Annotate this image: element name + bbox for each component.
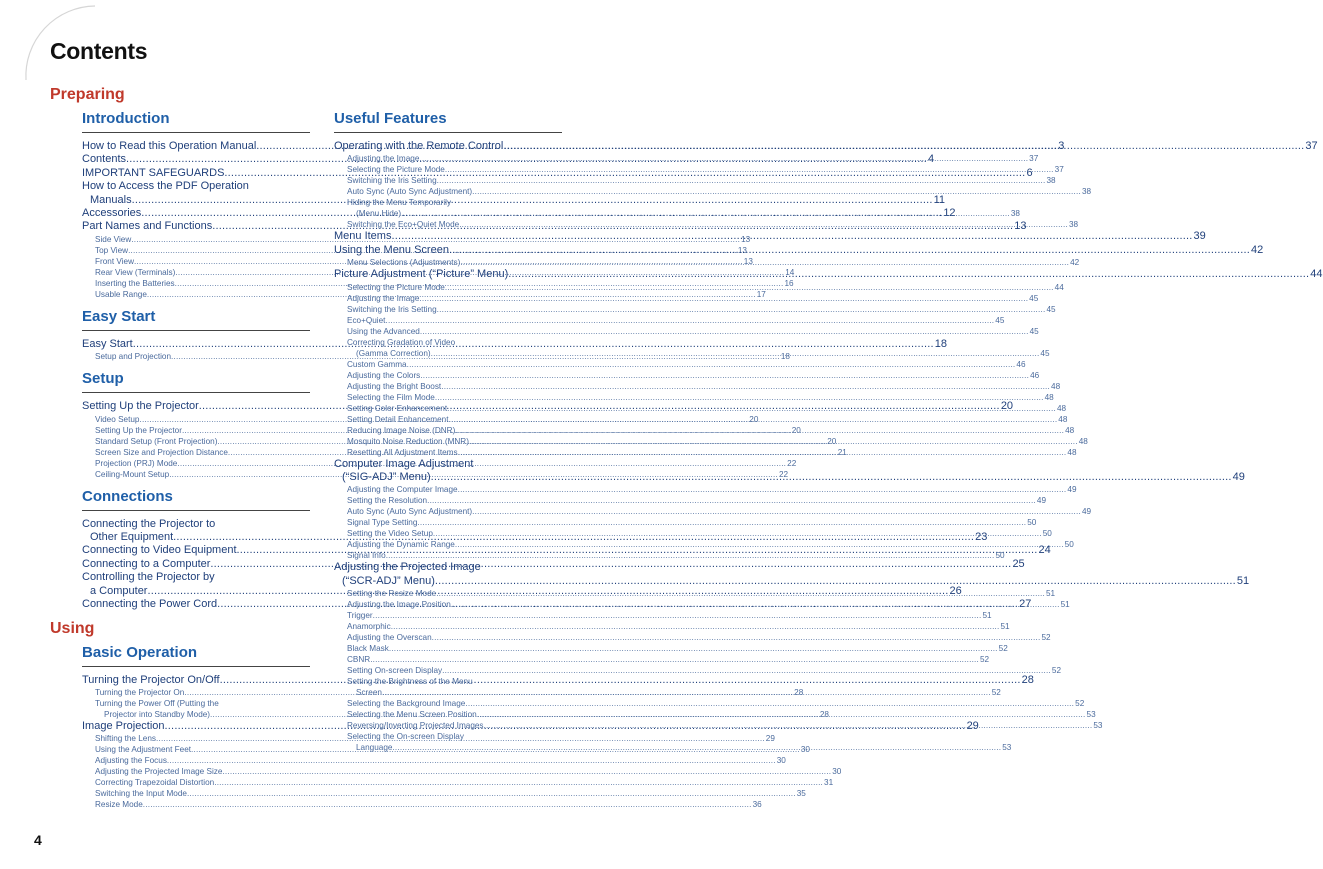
toc-entry-text: Video Setup xyxy=(95,414,140,424)
dot-leader xyxy=(386,550,995,561)
dot-leader xyxy=(477,709,1086,720)
toc-entry-text: a Computer xyxy=(90,584,148,597)
toc-page-number: 30 xyxy=(832,767,842,777)
toc-entry-text: Ceiling-Mount Setup xyxy=(95,469,170,479)
part-heading-preparing: Preparing xyxy=(50,86,125,103)
dot-leader xyxy=(420,370,1029,381)
toc-page-number: 25 xyxy=(1012,557,1025,570)
toc-page-number: 49 xyxy=(1232,471,1245,484)
dot-leader xyxy=(417,517,1026,528)
toc-entry-text: Side View xyxy=(95,234,132,244)
toc-entry-text: Anamorphic xyxy=(347,622,391,632)
toc-subentry[interactable] xyxy=(334,643,1008,654)
section-title-introduction: Introduction xyxy=(82,110,310,133)
toc-page-number: 45 xyxy=(1046,304,1056,314)
toc-entry-text: Mosquito Noise Reduction (MNR) xyxy=(347,436,469,446)
section-title-useful-features: Useful Features xyxy=(334,110,562,133)
toc-page-number: 38 xyxy=(1081,187,1092,197)
dot-leader xyxy=(187,788,796,799)
dot-leader xyxy=(508,268,1309,281)
dot-leader xyxy=(385,315,994,326)
toc-subentry[interactable] xyxy=(334,186,1092,197)
toc-entry-text: Adjusting the Dynamic Range xyxy=(347,540,455,550)
dot-leader xyxy=(427,495,1036,506)
toc-entry-text: Screen Size and Projection Distance xyxy=(95,447,228,457)
toc-subentry[interactable] xyxy=(334,506,1092,517)
toc-page-number: 42 xyxy=(1250,243,1264,256)
toc-entry-text: Language xyxy=(356,743,393,753)
dot-leader xyxy=(401,208,1010,219)
toc-subentry[interactable] xyxy=(82,777,834,788)
dot-leader xyxy=(431,471,1232,484)
toc-page-number: 45 xyxy=(1029,326,1039,336)
toc-page-number: 46 xyxy=(1030,370,1040,380)
dot-leader xyxy=(458,447,1067,458)
toc-entry-text: (Menu Hide) xyxy=(356,209,402,219)
section-title-setup: Setup xyxy=(82,370,310,393)
toc-entry-text: (“SIG-ADJ” Menu) xyxy=(342,471,431,484)
toc-subentry[interactable] xyxy=(334,326,1039,337)
toc-subentry[interactable] xyxy=(334,392,1054,403)
toc-subentry[interactable] xyxy=(334,632,1051,643)
toc-page-number: 29 xyxy=(966,719,979,732)
toc-page-number: 6 xyxy=(1026,166,1033,179)
dot-leader xyxy=(469,436,1078,447)
toc-subentry[interactable] xyxy=(334,665,1062,676)
toc-subentry[interactable] xyxy=(334,654,990,665)
toc-entry-text: Adjusting the Image xyxy=(347,293,420,303)
toc-page-number: 45 xyxy=(1029,293,1039,303)
toc-entry-text: Switching the Iris Setting xyxy=(347,176,437,186)
toc-subentry[interactable] xyxy=(334,175,1056,186)
toc-subentry[interactable] xyxy=(82,799,762,810)
toc-page-number: 52 xyxy=(998,644,1008,654)
toc-entry-text: Reducing Image Noise (DNR) xyxy=(347,425,456,435)
dot-leader xyxy=(472,506,1081,517)
toc-page-number: 22 xyxy=(787,458,797,468)
dot-leader xyxy=(370,654,979,665)
toc-entry-text: IMPORTANT SAFEGUARDS xyxy=(82,166,225,179)
page-number: 4 xyxy=(34,832,42,848)
toc-entry-text: Turning the Projector On xyxy=(95,687,185,697)
toc-entry-text: (Gamma Correction) xyxy=(356,348,431,358)
toc-page-number: 51 xyxy=(1236,574,1250,587)
toc-page-number: 24 xyxy=(1038,544,1051,557)
toc-page-number: 11 xyxy=(933,193,946,206)
toc-entry-text: Image Projection xyxy=(82,719,165,732)
toc-entry-text: Selecting the Menu Screen Position xyxy=(347,710,477,720)
dot-leader xyxy=(392,742,1001,753)
toc-entry-text[interactable]: Correcting Gradation of Video xyxy=(347,337,456,347)
toc-entry-text: Selecting the Background Image xyxy=(347,699,466,709)
toc-entry-text[interactable]: Connecting the Projector to xyxy=(82,517,216,530)
toc-subentry[interactable] xyxy=(334,550,1005,561)
toc-entry-text: Adjusting the Image Position xyxy=(347,600,451,610)
toc-entry-text: Setting Detail Enhancement xyxy=(347,414,449,424)
toc-page-number: 44 xyxy=(1054,282,1064,292)
toc-page-number: 14 xyxy=(785,267,795,277)
toc-subentry[interactable] xyxy=(334,484,1077,495)
toc-entry-text: Menu Items xyxy=(334,230,392,243)
toc-entry-text: Adjusting the Projected Image Size xyxy=(95,767,223,777)
toc-page-number: 51 xyxy=(1046,589,1056,599)
dot-leader xyxy=(389,643,998,654)
part-heading-using: Using xyxy=(50,620,95,637)
toc-entry-text: Auto Sync (Auto Sync Adjustment) xyxy=(347,187,473,197)
toc-page-number: 13 xyxy=(743,256,753,266)
dot-leader xyxy=(445,164,1054,175)
toc-page-number: 52 xyxy=(1051,666,1062,676)
dot-leader xyxy=(503,140,1304,153)
toc-page-number: 28 xyxy=(1021,673,1034,686)
dot-leader xyxy=(391,621,1000,632)
toc-subentry[interactable] xyxy=(82,766,842,777)
toc-entry-text: How to Read this Operation Manual xyxy=(82,140,257,152)
toc-entry-text: Selecting the Film Mode xyxy=(347,392,435,402)
toc-entry-text: Resize Mode xyxy=(95,800,143,810)
dot-leader xyxy=(445,282,1054,293)
toc-subentry[interactable] xyxy=(334,621,1010,632)
toc-entry-text: Using the Advanced xyxy=(347,326,420,336)
toc-page-number: 52 xyxy=(991,688,1001,698)
dot-leader xyxy=(432,632,1041,643)
toc-entry-text: Connecting to a Computer xyxy=(82,557,211,570)
toc-page-number: 29 xyxy=(765,734,775,744)
toc-page-number: 37 xyxy=(1305,140,1318,152)
toc-entry-text: Contents xyxy=(82,153,127,166)
toc-subentry[interactable] xyxy=(334,359,1026,370)
dot-leader xyxy=(458,484,1067,495)
toc-entry-text: Adjusting the Computer Image xyxy=(347,485,458,495)
toc-entry-text: Rear View (Terminals) xyxy=(95,267,176,277)
dot-leader xyxy=(420,326,1029,337)
toc-page-number: 48 xyxy=(1067,447,1077,457)
toc-page-number: 28 xyxy=(819,709,829,719)
page-title: Contents xyxy=(50,38,148,64)
toc-page-number: 50 xyxy=(1042,529,1052,539)
toc-page-number: 3 xyxy=(1058,140,1065,152)
toc-entry-text: Adjusting the Colors xyxy=(347,370,421,380)
toc-page-number: 48 xyxy=(1044,392,1054,402)
dot-leader xyxy=(167,755,776,766)
toc-page-number: 17 xyxy=(756,289,766,299)
toc-entry-text: Eco+Quiet xyxy=(347,315,386,325)
toc-page-number: 52 xyxy=(1075,699,1085,709)
toc-entry-text: Adjusting the Overscan xyxy=(347,633,432,643)
dot-leader xyxy=(451,599,1060,610)
dot-leader xyxy=(441,381,1050,392)
toc-subentry[interactable] xyxy=(334,315,1005,326)
part-spacer xyxy=(82,612,310,636)
toc-page-number: 30 xyxy=(776,756,786,766)
toc-entry[interactable] xyxy=(334,574,1250,588)
toc-entry-text: Selecting the Picture Mode xyxy=(347,165,445,175)
toc-entry-text: Adjusting the Image xyxy=(347,154,420,164)
toc-page-number: 51 xyxy=(1000,622,1010,632)
toc-entry-text: Shifting the Lens xyxy=(95,734,156,744)
toc-entry-text: Easy Start xyxy=(82,337,133,350)
toc-entry-text: Switching the Input Mode xyxy=(95,789,187,799)
dot-leader xyxy=(373,610,982,621)
toc-page-number: 37 xyxy=(1054,165,1064,175)
toc-entry-text: Projection (PRJ) Mode xyxy=(95,458,178,468)
toc-page-number: 48 xyxy=(1051,381,1061,391)
toc-entry-text[interactable]: Setting the Brightness of the Menu xyxy=(347,677,473,687)
dot-leader xyxy=(460,257,1069,268)
toc-entry-text[interactable]: How to Access the PDF Operation xyxy=(82,180,249,193)
toc-entry-text: Switching the Eco+Quiet Mode xyxy=(347,220,460,230)
toc-page-number: 48 xyxy=(1056,403,1067,413)
toc-page-number: 38 xyxy=(1068,220,1079,230)
toc-page-number: 13 xyxy=(737,245,747,255)
toc-subentry[interactable] xyxy=(334,153,1039,164)
dot-leader xyxy=(449,414,1058,425)
dot-leader xyxy=(214,777,823,788)
toc-entry-text: Setting Up the Projector xyxy=(82,400,199,413)
toc-page-number: 20 xyxy=(749,414,759,424)
toc-entry-text: Connecting to Video Equipment xyxy=(82,544,237,557)
toc-entry-text: Part Names and Functions xyxy=(82,220,213,233)
toc-page-number: 20 xyxy=(791,425,801,435)
toc-subentry[interactable] xyxy=(334,381,1061,392)
toc-subentry[interactable] xyxy=(82,755,786,766)
toc-page-number: 49 xyxy=(1067,485,1077,495)
toc-page-number: 20 xyxy=(827,436,837,446)
dot-leader xyxy=(419,293,1028,304)
dot-leader xyxy=(455,425,1064,436)
toc-page-number: 22 xyxy=(778,469,789,479)
toc-entry-text: Inserting the Batteries xyxy=(95,278,175,288)
toc-page-number: 49 xyxy=(1036,496,1047,506)
toc-subentry[interactable] xyxy=(334,495,1047,506)
section-title-easy-start: Easy Start xyxy=(82,308,310,331)
toc-entry-text: Correcting Trapezoidal Distortion xyxy=(95,778,215,788)
toc-entry-text: Setting the Resolution xyxy=(347,496,428,506)
toc-entry-text: Adjusting the Bright Boost xyxy=(347,381,442,391)
toc-entry-text: (“SCR-ADJ” Menu) xyxy=(342,574,435,587)
toc-page-number: 38 xyxy=(1046,176,1056,186)
toc-entry-text: CBNR xyxy=(347,655,371,665)
toc-entry-text: Top View xyxy=(95,245,129,255)
dot-leader xyxy=(459,219,1068,230)
toc-page-number: 45 xyxy=(995,315,1005,325)
toc-page-number: 50 xyxy=(1064,540,1074,550)
dot-leader xyxy=(431,348,1040,359)
toc-page-number: 53 xyxy=(1093,721,1103,731)
toc-page-number: 42 xyxy=(1070,258,1080,268)
toc-entry-text[interactable]: Computer Image Adjustment xyxy=(334,457,474,470)
toc-entry-text: Black Mask xyxy=(347,644,389,654)
toc-page-number: 37 xyxy=(1029,154,1039,164)
dot-leader xyxy=(465,698,1074,709)
toc-page-number: 53 xyxy=(1002,743,1012,753)
toc-entry-text: Adjusting the Focus xyxy=(95,756,167,766)
dot-leader xyxy=(419,153,1028,164)
dot-leader xyxy=(437,175,1046,186)
toc-subentry[interactable] xyxy=(334,539,1074,550)
toc-page-number: 51 xyxy=(982,611,992,621)
toc-page-number: 16 xyxy=(784,278,794,288)
toc-entry-text: Custom Gamma xyxy=(347,359,407,369)
dot-leader xyxy=(472,186,1081,197)
toc-page-number: 21 xyxy=(837,447,847,457)
toc-page-number: 44 xyxy=(1310,268,1323,281)
toc-page-number: 46 xyxy=(1016,359,1026,369)
toc-entry-text: Turning the Projector On/Off xyxy=(82,673,220,686)
dot-leader xyxy=(484,720,1093,731)
toc-entry-text: Switching the Iris Setting xyxy=(347,304,437,314)
toc-entry-text: Reversing/Inverting Projected Images xyxy=(347,721,484,731)
toc-page-number: 4 xyxy=(928,153,935,166)
toc-page-number: 38 xyxy=(1010,209,1020,219)
dot-leader xyxy=(435,392,1044,403)
toc-entry-text: Usable Range xyxy=(95,289,147,299)
toc-subentry[interactable] xyxy=(334,610,992,621)
toc-subentry[interactable] xyxy=(334,370,1040,381)
toc-entry-text: Standard Setup (Front Projection) xyxy=(95,436,218,446)
toc-entry-text: Screen xyxy=(356,688,382,698)
dot-leader xyxy=(436,588,1045,599)
toc-entry-text: Menu Selections (Adjustments) xyxy=(347,258,461,268)
dot-leader xyxy=(391,230,1192,243)
toc-entry-text: Selecting the Picture Mode xyxy=(347,282,445,292)
toc-page-number: 13 xyxy=(741,234,751,244)
toc-subentry[interactable] xyxy=(82,788,806,799)
toc-page-number: 50 xyxy=(995,551,1005,561)
toc-page-number: 48 xyxy=(1078,436,1088,446)
toc-entry-text[interactable]: Selecting the On-screen Display xyxy=(347,732,464,742)
toc-entry-text: Connecting the Power Cord xyxy=(82,598,218,611)
toc-subentry[interactable] xyxy=(334,304,1056,315)
dot-leader xyxy=(143,799,752,810)
toc-page-number: 52 xyxy=(1041,633,1051,643)
dot-leader xyxy=(442,665,1051,676)
dot-leader xyxy=(407,359,1016,370)
toc-page-number: 45 xyxy=(1040,348,1050,358)
toc-entry-text: Manuals xyxy=(90,193,132,206)
toc-entry-text: Operating with the Remote Control xyxy=(334,140,504,152)
toc-page-number: 53 xyxy=(1086,710,1096,720)
toc-page-number: 51 xyxy=(1060,600,1070,610)
toc-entry-text: Signal Type Setting xyxy=(347,518,418,528)
dot-leader xyxy=(433,528,1042,539)
section-title-connections: Connections xyxy=(82,488,310,511)
toc-entry-text: Setting Up the Projector xyxy=(95,425,182,435)
toc-entry[interactable] xyxy=(334,140,1318,153)
dot-leader xyxy=(382,687,991,698)
toc-entry-text: Front View xyxy=(95,256,134,266)
toc-entry-text: Other Equipment xyxy=(90,531,174,544)
toc-page-number: 39 xyxy=(1193,230,1206,243)
toc-entry-text[interactable]: Hiding the Menu Temporarily xyxy=(347,198,452,208)
toc-entry-text[interactable]: Turning the Power Off (Putting the xyxy=(95,698,219,708)
toc-page-number: 27 xyxy=(1019,598,1032,611)
toc-page-number: 20 xyxy=(1000,400,1014,413)
dot-leader xyxy=(447,403,1056,414)
toc-entry-text: Setting the Video Setup xyxy=(347,529,433,539)
toc-page-number: 12 xyxy=(943,207,956,220)
toc-page-number: 30 xyxy=(800,745,810,755)
toc-page-number: 35 xyxy=(796,789,806,799)
toc-entry-text: Accessories xyxy=(82,207,142,220)
toc-page-number: 48 xyxy=(1065,425,1075,435)
toc-page-number: 13 xyxy=(1014,220,1027,233)
toc-subentry[interactable] xyxy=(334,517,1037,528)
toc-entry-text[interactable]: Adjusting the Projected Image xyxy=(334,561,481,574)
toc-entry-text: Using the Adjustment Feet xyxy=(95,745,192,755)
dot-leader xyxy=(449,244,1250,257)
toc-page-number: 18 xyxy=(780,352,790,362)
toc-page-number: 31 xyxy=(824,778,834,788)
toc-page-number: 50 xyxy=(1027,518,1037,528)
toc-entry-text: Signal Info xyxy=(347,551,386,561)
toc-page-number: 18 xyxy=(934,337,948,350)
dot-leader xyxy=(222,766,831,777)
dot-leader xyxy=(435,575,1236,588)
toc-page-number: 26 xyxy=(949,584,962,597)
toc-entry-text: Auto Sync (Auto Sync Adjustment) xyxy=(347,507,473,517)
toc-entry-text: Setting On-screen Display xyxy=(347,666,443,676)
toc-page-number: 52 xyxy=(980,655,990,665)
toc-entry-text: Setting the Resize Mode xyxy=(347,589,437,599)
dot-leader xyxy=(437,304,1046,315)
toc-entry-text: Setup and Projection xyxy=(95,352,172,362)
toc-entry-text: Picture Adjustment (“Picture” Menu) xyxy=(334,268,509,281)
toc-page-number: 49 xyxy=(1081,507,1092,517)
toc-page-number: 48 xyxy=(1058,414,1068,424)
toc-entry-text[interactable]: Controlling the Projector by xyxy=(82,571,215,584)
toc-entry-text: Trigger xyxy=(347,611,373,621)
toc-entry-text: Resetting All Adjustment Items xyxy=(347,447,458,457)
toc-entry-text: Setting Color Enhancement xyxy=(347,403,448,413)
toc-page-number: 36 xyxy=(752,800,762,810)
toc-page-number: 23 xyxy=(975,531,988,544)
toc-entry-text: Using the Menu Screen xyxy=(334,243,449,256)
toc-entry-text: Projector into Standby Mode) xyxy=(104,709,211,719)
toc-subentry[interactable] xyxy=(334,164,1064,175)
toc-subentry[interactable] xyxy=(334,698,1085,709)
toc-page-number: 28 xyxy=(794,687,804,697)
dot-leader xyxy=(455,539,1064,550)
section-title-basic-operation: Basic Operation xyxy=(82,644,310,667)
